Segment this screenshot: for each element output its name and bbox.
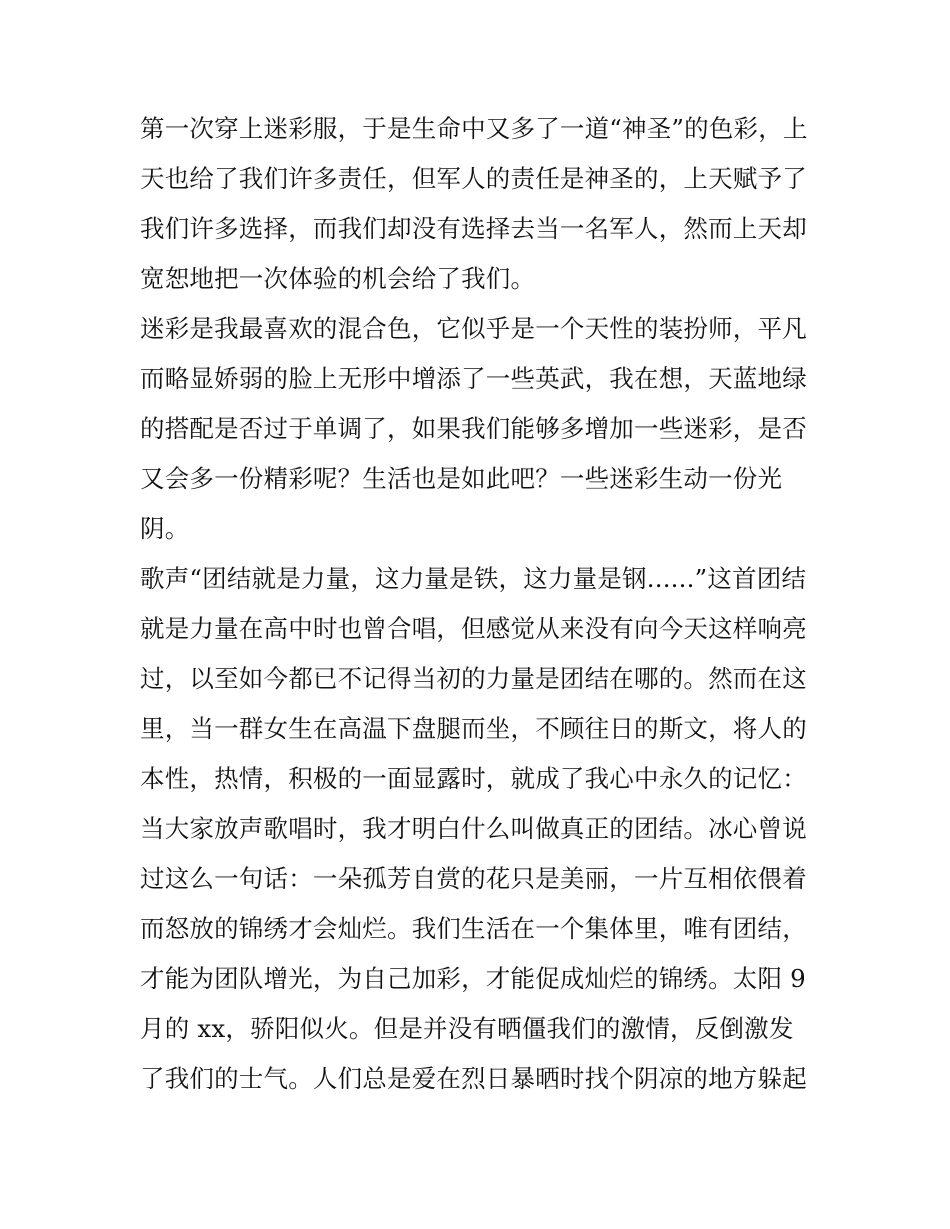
- text-line: 过这么一句话：一朵孤芳自赏的花只是美丽，一片互相依偎着: [140, 864, 807, 893]
- text-line: 而略显娇弱的脸上无形中增添了一些英武，我在想，天蓝地绿: [140, 364, 807, 393]
- text-line: 的搭配是否过于单调了，如果我们能够多增加一些迷彩，是否: [140, 414, 807, 443]
- text-line: 过，以至如今都已不记得当初的力量是团结在哪的。然而在这: [140, 664, 807, 693]
- text-line: 了我们的士气。人们总是爱在烈日暴晒时找个阴凉的地方躲起: [140, 1064, 807, 1093]
- text-line: 月的 xx，骄阳似火。但是并没有晒僵我们的激情，反倒激发: [140, 1014, 794, 1043]
- text-line: 歌声“团结就是力量，这力量是铁，这力量是钢......”这首团结: [140, 564, 807, 593]
- text-line: 当大家放声歌唱时，我才明白什么叫做真正的团结。冰心曾说: [140, 814, 807, 843]
- text-line: 宽恕地把一次体验的机会给了我们。: [140, 264, 536, 293]
- text-line: 里，当一群女生在高温下盘腿而坐，不顾往日的斯文，将人的: [140, 714, 807, 743]
- text-line: 我们许多选择，而我们却没有选择去当一名军人，然而上天却: [140, 214, 807, 243]
- text-line: 就是力量在高中时也曾合唱，但感觉从来没有向今天这样响亮: [140, 614, 807, 643]
- text-line: 才能为团队增光，为自己加彩，才能促成灿烂的锦绣。太阳 9: [140, 964, 806, 993]
- text-line: 而怒放的锦绣才会灿烂。我们生活在一个集体里，唯有团结，: [140, 914, 807, 943]
- text-line: 阴。: [140, 514, 190, 543]
- text-line: 又会多一份精彩呢？生活也是如此吧？一些迷彩生动一份光: [140, 464, 783, 493]
- text-line: 天也给了我们许多责任，但军人的责任是神圣的，上天赋予了: [140, 164, 807, 193]
- text-line: 迷彩是我最喜欢的混合色，它似乎是一个天性的装扮师，平凡: [140, 314, 807, 343]
- text-line: 本性，热情，积极的一面显露时，就成了我心中永久的记忆：: [140, 764, 807, 793]
- text-line: 第一次穿上迷彩服，于是生命中又多了一道“神圣”的色彩，上: [140, 114, 808, 143]
